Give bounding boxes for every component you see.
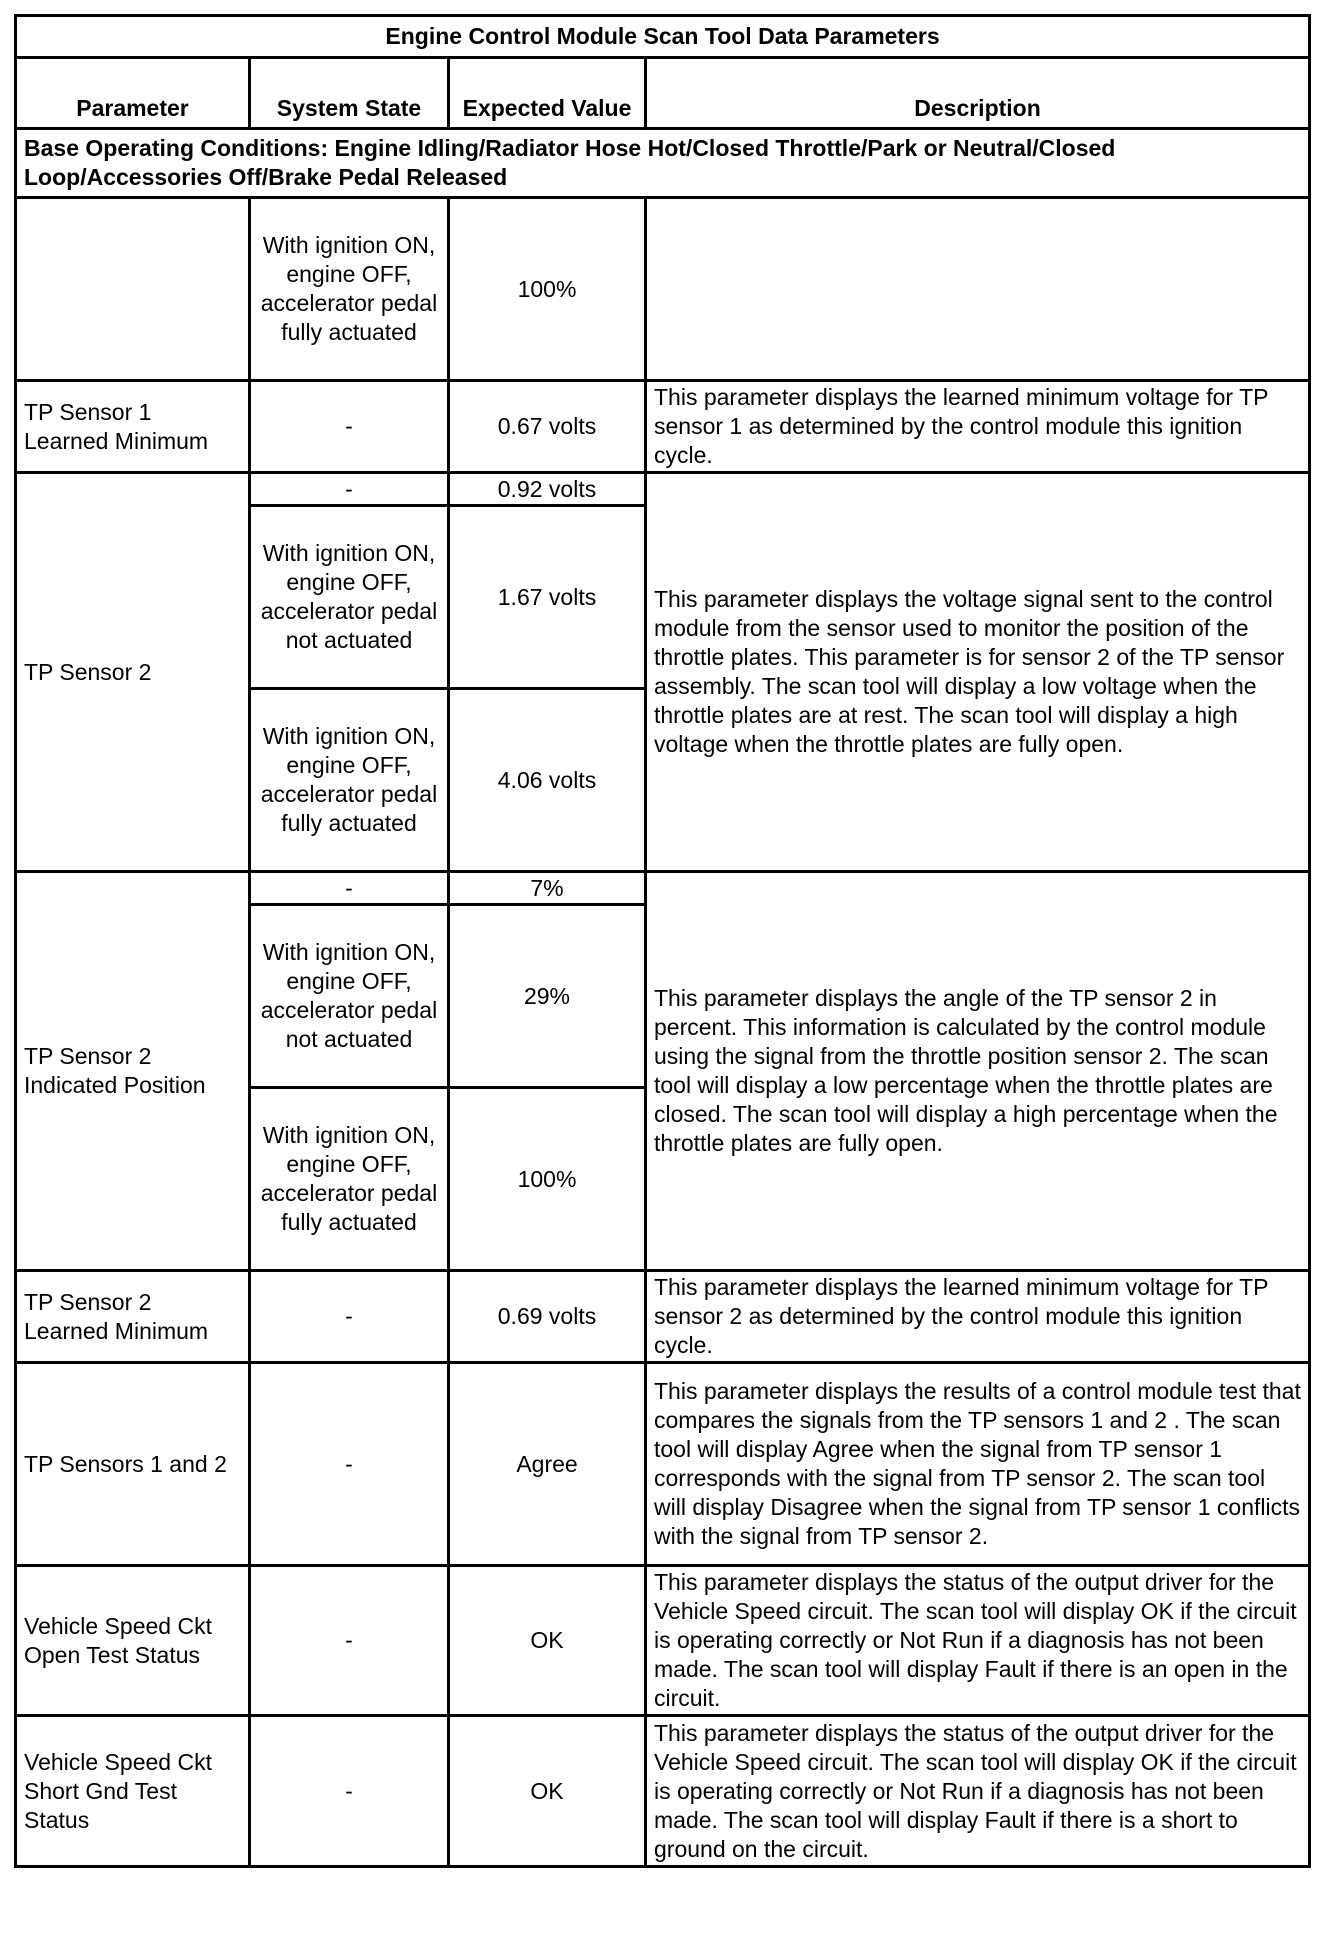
description-cell: This parameter displays the learned minimum voltage for TP sensor 1 as determined by the control module this ignition cycle. bbox=[646, 381, 1310, 473]
expected-value-cell: 0.92 volts bbox=[449, 473, 646, 506]
description-cell: This parameter displays the learned minimum voltage for TP sensor 2 as determined by the control module this ignition cycle. bbox=[646, 1271, 1310, 1363]
parameter-cell: Vehicle Speed Ckt Short Gnd Test Status bbox=[16, 1716, 250, 1867]
expected-value-cell: OK bbox=[449, 1566, 646, 1716]
base-conditions-row bbox=[16, 129, 1310, 198]
table-row bbox=[16, 1566, 1310, 1716]
table-row bbox=[16, 381, 1310, 473]
header-system-state: System State bbox=[250, 58, 449, 129]
description-cell bbox=[646, 198, 1310, 381]
description-cell: This parameter displays the status of the output driver for the Vehicle Speed circuit. The scan tool will display OK if the circuit is operating correctly or Not Run if a diagnosis has not been made. The scan tool will display Fault if there is an open in the circuit. bbox=[646, 1566, 1310, 1716]
expected-value-cell: 100% bbox=[449, 198, 646, 381]
table-title-row bbox=[16, 16, 1310, 58]
system-state-cell: - bbox=[250, 473, 449, 506]
table-row bbox=[16, 473, 1310, 506]
expected-value-cell: 4.06 volts bbox=[449, 689, 646, 872]
expected-value-cell: 0.69 volts bbox=[449, 1271, 646, 1363]
system-state-cell: With ignition ON, engine OFF, accelerator pedal fully actuated bbox=[250, 1088, 449, 1271]
scan-tool-parameters-table bbox=[14, 14, 1311, 1868]
table-title: Engine Control Module Scan Tool Data Parameters bbox=[16, 16, 1310, 58]
base-operating-conditions: Base Operating Conditions: Engine Idling/Radiator Hose Hot/Closed Throttle/Park or Neutral/Closed Loop/Accessories Off/Brake Pedal Released bbox=[16, 129, 1310, 198]
expected-value-cell: 100% bbox=[449, 1088, 646, 1271]
header-parameter: Parameter bbox=[16, 58, 250, 129]
description-cell: This parameter displays the results of a control module test that compares the signals from the TP sensors 1 and 2 . The scan tool will display Agree when the signal from TP sensor 1 corresponds with the signal from TP sensor 2. The scan tool will display Disagree when the signal from TP sensor 1 conflicts with the signal from TP sensor 2. bbox=[646, 1363, 1310, 1566]
table-row bbox=[16, 1716, 1310, 1867]
expected-value-cell: Agree bbox=[449, 1363, 646, 1566]
description-cell: This parameter displays the status of the output driver for the Vehicle Speed circuit. The scan tool will display OK if the circuit is operating correctly or Not Run if a diagnosis has not been made. The scan tool will display Fault if there is a short to ground on the circuit. bbox=[646, 1716, 1310, 1867]
header-expected-value: Expected Value bbox=[449, 58, 646, 129]
parameter-cell: Vehicle Speed Ckt Open Test Status bbox=[16, 1566, 250, 1716]
table-row bbox=[16, 198, 1310, 381]
parameter-cell: TP Sensor 1 Learned Minimum bbox=[16, 381, 250, 473]
parameter-cell: TP Sensor 2 bbox=[16, 473, 250, 872]
expected-value-cell: 7% bbox=[449, 872, 646, 905]
expected-value-cell: OK bbox=[449, 1716, 646, 1867]
system-state-cell: - bbox=[250, 1271, 449, 1363]
table-row bbox=[16, 1363, 1310, 1566]
parameter-cell: TP Sensors 1 and 2 bbox=[16, 1363, 250, 1566]
description-cell: This parameter displays the voltage signal sent to the control module from the sensor used to monitor the position of the throttle plates. This parameter is for sensor 2 of the TP sensor assembly. The scan tool will display a low voltage when the throttle plates are at rest. The scan tool will display a high voltage when the throttle plates are fully open. bbox=[646, 473, 1310, 872]
expected-value-cell: 29% bbox=[449, 905, 646, 1088]
system-state-cell: With ignition ON, engine OFF, accelerator pedal fully actuated bbox=[250, 198, 449, 381]
system-state-cell: With ignition ON, engine OFF, accelerator pedal not actuated bbox=[250, 506, 449, 689]
system-state-cell: - bbox=[250, 1716, 449, 1867]
table-row bbox=[16, 872, 1310, 905]
system-state-cell: - bbox=[250, 872, 449, 905]
scan-tool-data-sheet bbox=[14, 14, 1308, 1868]
system-state-cell: - bbox=[250, 1363, 449, 1566]
expected-value-cell: 1.67 volts bbox=[449, 506, 646, 689]
parameter-cell: TP Sensor 2 Learned Minimum bbox=[16, 1271, 250, 1363]
header-description: Description bbox=[646, 58, 1310, 129]
parameter-cell bbox=[16, 198, 250, 381]
system-state-cell: With ignition ON, engine OFF, accelerator pedal not actuated bbox=[250, 905, 449, 1088]
system-state-cell: With ignition ON, engine OFF, accelerator pedal fully actuated bbox=[250, 689, 449, 872]
parameter-cell: TP Sensor 2 Indicated Position bbox=[16, 872, 250, 1271]
table-header-row bbox=[16, 58, 1310, 129]
description-cell: This parameter displays the angle of the TP sensor 2 in percent. This information is calculated by the control module using the signal from the throttle position sensor 2. The scan tool will display a low percentage when the throttle plates are closed. The scan tool will display a high percentage when the throttle plates are fully open. bbox=[646, 872, 1310, 1271]
system-state-cell: - bbox=[250, 381, 449, 473]
system-state-cell: - bbox=[250, 1566, 449, 1716]
table-row bbox=[16, 1271, 1310, 1363]
expected-value-cell: 0.67 volts bbox=[449, 381, 646, 473]
